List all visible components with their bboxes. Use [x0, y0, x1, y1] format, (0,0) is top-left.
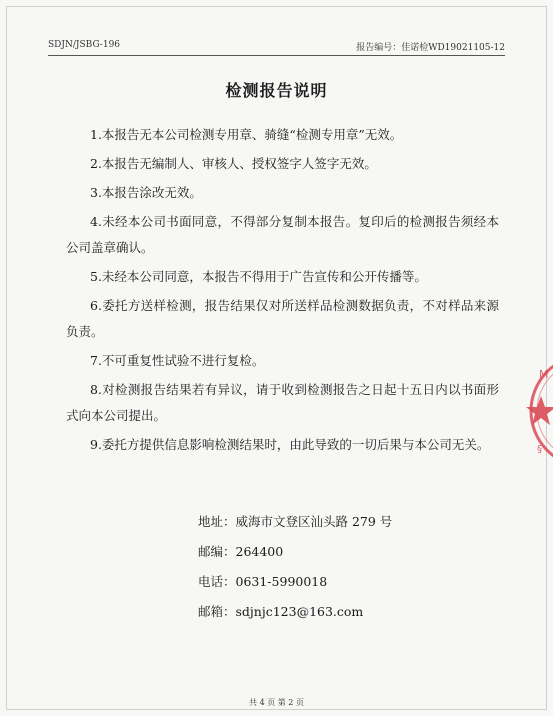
clause-4: 4.未经本公司书面同意，不得部分复制本报告。复印后的检测报告须经本公司盖章确认。: [66, 214, 499, 255]
clause-6: 6.委托方送样检测，报告结果仅对所送样品检测数据负责，不对样品来源负责。: [66, 298, 499, 339]
svg-text:M: M: [539, 368, 549, 381]
document-code: SDJN/JSBG-196: [48, 40, 121, 50]
contact-block: [198, 515, 392, 635]
svg-text:§: §: [537, 444, 542, 455]
clause-2: 2.本报告无编制人、审核人、授权签字人签字无效。: [90, 156, 377, 171]
page-footer: 共 4 页 第 2 页: [249, 698, 304, 707]
clause-8: 8.对检测报告结果若有异议，请于收到检测报告之日起十五日内以书面形式向本公司提出。: [66, 382, 499, 423]
page-title: 检测报告说明: [225, 81, 328, 100]
address-line: 地址：威海市文登区汕头路 279 号: [198, 514, 393, 529]
email-line: 邮箱：sdjnjc123@163.com: [198, 604, 364, 619]
clause-5: 5.未经本公司同意，本报告不得用于广告宣传和公开传播等。: [90, 269, 427, 284]
clause-3: 3.本报告涂改无效。: [90, 185, 202, 200]
seal-stamp-icon: [519, 352, 553, 470]
report-number: 报告编号：佳诺检WD19021105-12: [356, 43, 505, 53]
clause-7: 7.不可重复性试验不进行复检。: [90, 353, 265, 368]
phone-line: 电话：0631-5990018: [198, 574, 328, 589]
clause-list: [66, 122, 499, 461]
clause-9: 9.委托方提供信息影响检测结果时，由此导致的一切后果与本公司无关。: [90, 437, 490, 452]
postcode-line: 邮编：264400: [198, 544, 284, 559]
page-header: [48, 40, 505, 56]
clause-1: 1.本报告无本公司检测专用章、骑缝“检测专用章”无效。: [90, 127, 403, 142]
